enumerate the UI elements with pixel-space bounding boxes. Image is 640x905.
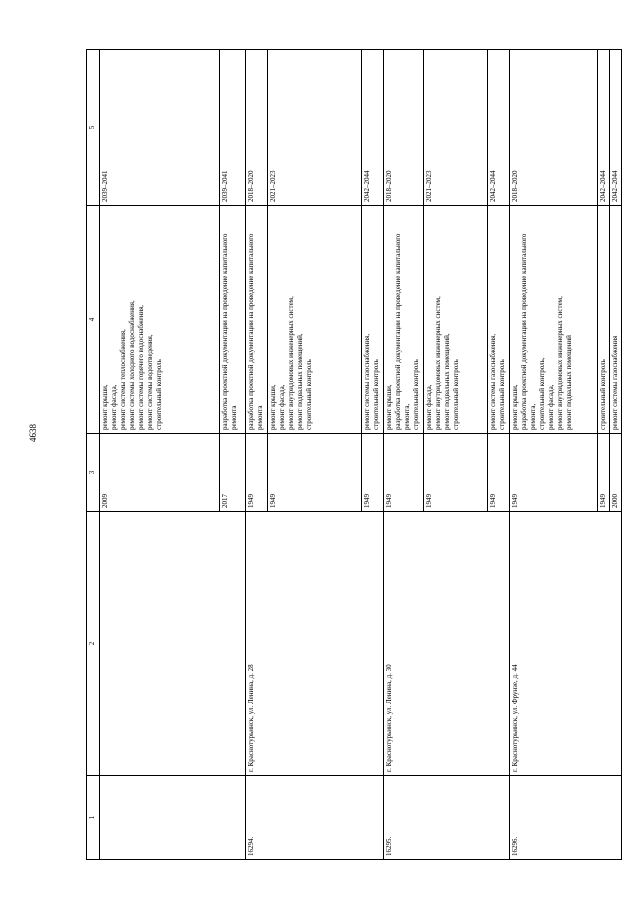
row-number: 16294.: [246, 776, 384, 860]
row-period: 2021–2023: [424, 50, 488, 206]
work-line: ремонт внутридомовых инженерных систем,: [287, 296, 295, 430]
row-year: 1949: [488, 434, 510, 512]
row-address: г. Краснотурьинск, ул. Ленина, д. 30: [384, 512, 510, 776]
row-address: г. Краснотурьинск, ул. Фрунзе, д. 44: [510, 512, 622, 776]
row-period: 2042–2044: [362, 50, 384, 206]
row-works: [598, 206, 610, 434]
capital-repair-table: [86, 49, 622, 860]
work-line: разработка проектной документации на проведение капитального ремонта,: [394, 233, 411, 430]
row-year: 1949: [246, 434, 268, 512]
row-period: 2018–2020: [246, 50, 268, 206]
row-year: 1949: [268, 434, 362, 512]
row-works: [510, 206, 598, 434]
row-period: 2042–2044: [610, 50, 622, 206]
page-number: 4638: [28, 424, 38, 442]
table-row: [384, 50, 424, 860]
work-line: ремонт фасада,: [547, 384, 555, 430]
work-line: ремонт системы газоснабжения: [611, 335, 619, 430]
work-line: ремонт фасада,: [110, 384, 118, 430]
row-works: [220, 206, 246, 434]
row-works: [100, 206, 220, 434]
work-line: строительный контроль: [155, 359, 163, 430]
header-col-3: 3: [87, 434, 100, 512]
work-line: разработка проектной документации на проведение капитального ремонта: [247, 233, 264, 430]
work-line: ремонт подвальных помещений,: [296, 333, 304, 430]
row-year: 2017: [220, 434, 246, 512]
row-period: 2039–2041: [220, 50, 246, 206]
work-line: разработка проектной документации на проведение капитального ремонта: [221, 233, 238, 430]
work-line: строительный контроль: [498, 359, 506, 430]
table-row: [100, 50, 220, 860]
row-period: 2042–2044: [488, 50, 510, 206]
work-line: ремонт системы горячего водоснабжения,: [137, 304, 145, 430]
work-line: ремонт крыши,: [269, 384, 277, 430]
work-line: ремонт внутридомовых инженерных систем,: [434, 296, 442, 430]
header-col-2: 2: [87, 512, 100, 776]
work-line: ремонт крыши,: [101, 384, 109, 430]
row-works: [424, 206, 488, 434]
row-period: 2039–2041: [100, 50, 220, 206]
work-line: строительный контроль: [599, 359, 607, 430]
row-address: [100, 512, 246, 776]
row-year: 1949: [598, 434, 610, 512]
header-col-4: 4: [87, 206, 100, 434]
row-address: г. Краснотурьинск, ул. Ленина, д. 28: [246, 512, 384, 776]
row-period: 2018–2020: [384, 50, 424, 206]
work-line: ремонт системы газоснабжения,: [363, 333, 371, 430]
row-works: [246, 206, 268, 434]
row-number: 16295.: [384, 776, 510, 860]
work-line: ремонт подвальных помещений,: [443, 333, 451, 430]
work-line: строительный контроль,: [538, 357, 546, 430]
work-line: разработка проектной документации на проведение капитального ремонта,: [520, 233, 537, 430]
row-works: [384, 206, 424, 434]
row-period: 2021–2023: [268, 50, 362, 206]
work-line: ремонт системы холодного водоснабжения,: [128, 300, 136, 430]
header-col-5: 5: [87, 50, 100, 206]
row-works: [268, 206, 362, 434]
work-line: ремонт внутридомовых инженерных систем,: [556, 296, 564, 430]
work-line: строительный контроль: [412, 359, 420, 430]
row-year: 2000: [610, 434, 622, 512]
rotated-table-container: [86, 50, 619, 860]
table-row: [510, 50, 598, 860]
row-period: 2042–2044: [598, 50, 610, 206]
row-works: [488, 206, 510, 434]
row-works: [362, 206, 384, 434]
row-year: 1949: [384, 434, 424, 512]
row-number: 16296.: [510, 776, 622, 860]
work-line: ремонт фасада,: [278, 384, 286, 430]
work-line: ремонт фасада,: [425, 384, 433, 430]
row-year: 1949: [510, 434, 598, 512]
work-line: ремонт системы газоснабжения,: [489, 333, 497, 430]
row-year: 1949: [362, 434, 384, 512]
header-col-1: 1: [87, 776, 100, 860]
work-line: строительный контроль: [305, 359, 313, 430]
table-header-row: [87, 50, 100, 860]
work-line: ремонт крыши,: [385, 384, 393, 430]
row-works: [610, 206, 622, 434]
work-line: строительный контроль: [372, 359, 380, 430]
row-year: 2009: [100, 434, 220, 512]
row-year: 1949: [424, 434, 488, 512]
work-line: строительный контроль: [452, 359, 460, 430]
work-line: ремонт подвальных помещений: [565, 335, 573, 430]
work-line: ремонт системы водоотведения,: [146, 334, 154, 430]
table-row: [246, 50, 268, 860]
work-line: ремонт системы теплоснабжения,: [119, 329, 127, 430]
row-period: 2018–2020: [510, 50, 598, 206]
work-line: ремонт крыши,: [511, 384, 519, 430]
row-number: [100, 776, 246, 860]
